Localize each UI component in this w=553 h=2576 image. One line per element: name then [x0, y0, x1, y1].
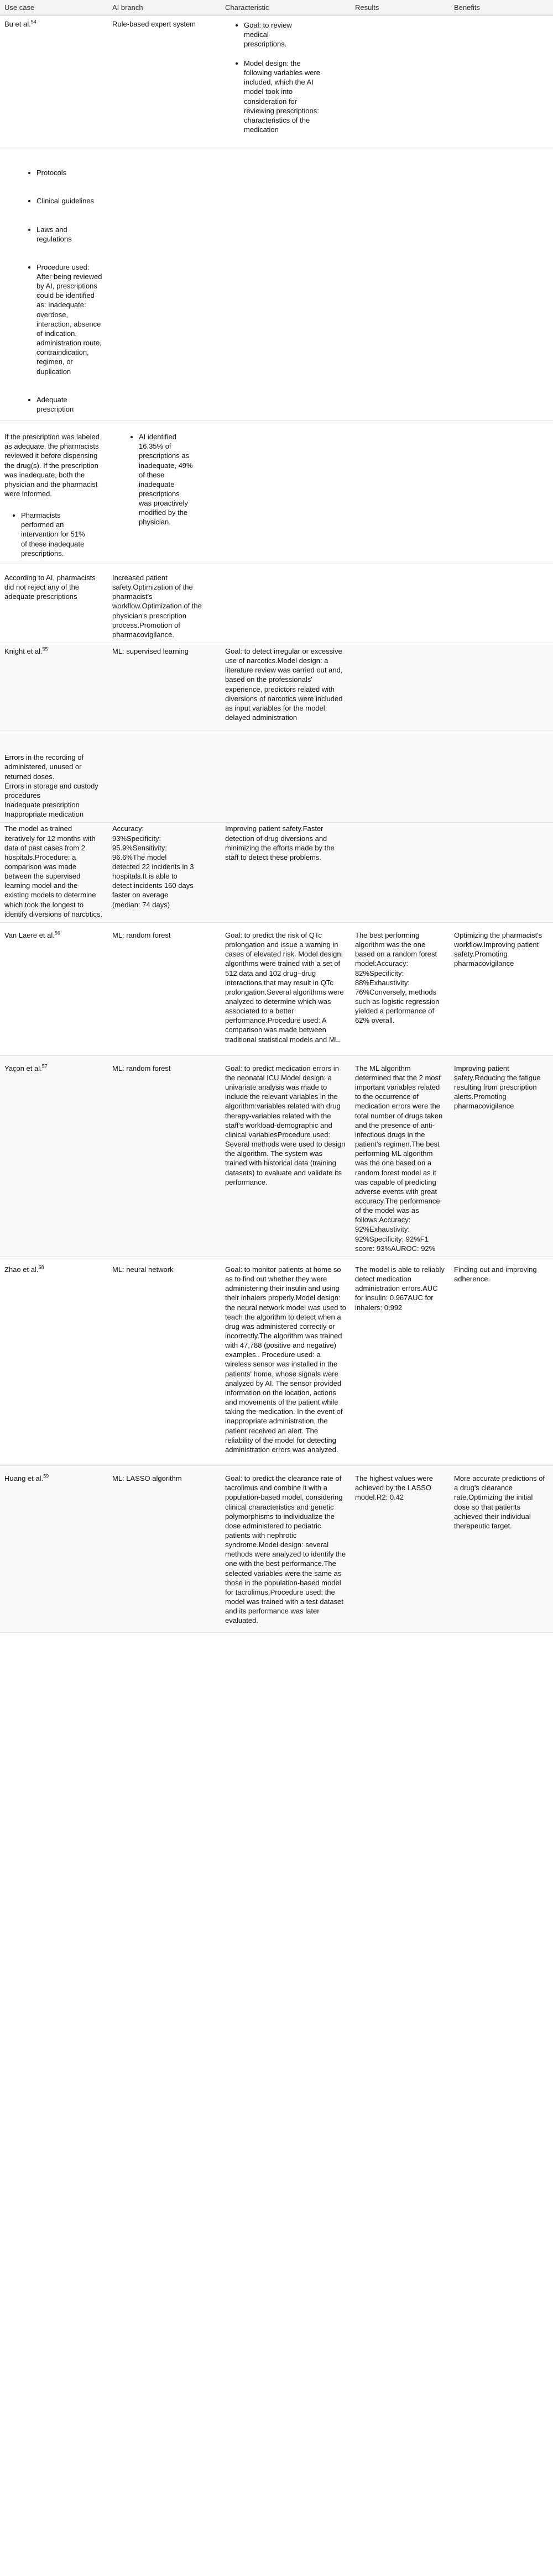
header-characteristic: Characteristic: [221, 0, 351, 15]
list-item: • Protocols: [36, 168, 103, 177]
use-case-cell: [0, 730, 108, 823]
table-row: [0, 643, 553, 730]
study-name: Van Laere et al.: [4, 930, 55, 939]
study-name: Bu et al.: [4, 19, 31, 28]
list-item: • Laws and regulations: [36, 225, 103, 244]
error-item: Inadequate prescription: [4, 801, 80, 809]
table-row: [0, 421, 553, 564]
ai-branch-cell: ML: LASSO algorithm: [108, 1466, 221, 1633]
results-cell: [351, 15, 450, 149]
table-row: [0, 730, 553, 823]
header-use-case: Use case: [0, 0, 108, 15]
study-name: Yaçon et al.: [4, 1064, 42, 1073]
use-case-cell: [0, 1257, 108, 1465]
list-item: • Pharmacists performed an intervention for 51% of these inadequate prescriptions.: [21, 511, 103, 558]
table-row: [0, 922, 553, 1055]
list-item: • Model design: the following variables were included, which the AI model took into consideration for reviewing prescriptions: characteristics of the medication: [244, 59, 346, 134]
benefits-cell: Optimizing the pharmacist's workflow.Improving patient safety.Promoting pharmacovigilance: [450, 922, 553, 1055]
use-case-cell: [0, 421, 108, 564]
characteristic-cell: Goal: to detect irregular or excessive use of narcotics.Model design: a literature review was carried out and, based on the professionals' experience, predictors related with diversions of narcotics were included as input variables for the model: delayed administration: [221, 643, 351, 730]
reference-link[interactable]: 57: [41, 1063, 48, 1069]
characteristic-cell: Goal: to monitor patients at home so as to find out whether they were administering their insulin and using their inhalers properly.Model design: the neural network model was used to teach the algorithm to detect when a drug was administered correctly or incorrectly.The algorithm was trained with 47,788 (positive and negative) examples.. Procedure used: a wireless sensor was installed in the patients' home, whose signals were analyzed by AI. The sensor provided information on the location, actions and movements of the patient while taking the medication. In the event of inappropriate administration, the patient received an alert. The reliability of the model for detecting administration errors was analyzed.: [221, 1257, 351, 1465]
characteristic-cell: Goal: to predict medication errors in the neonatal ICU.Model design: a univariate analysis was made to include the relevant variables in the algorithm:variables related with drug therapy-variables related with the staff's workload-demographic and clinical variablesProcedure used: Several methods were used to design the algorithm. The system was trained with historical data (training datasets) to evaluate and validate its performance.: [221, 1055, 351, 1257]
list-item: • Clinical guidelines: [36, 196, 103, 206]
header-results: Results: [351, 0, 450, 15]
procedure-text: If the prescription was labeled as adequate, the pharmacists reviewed it before dispensing the drug(s). If the prescription was inadequate, both the physician and the pharmacist were informed.: [4, 433, 100, 498]
ai-branch-cell: ML: neural network: [108, 1257, 221, 1465]
use-case-cell: [0, 1055, 108, 1257]
error-item: Inappropriate medication: [4, 810, 84, 819]
header-ai-branch: AI branch: [108, 0, 221, 15]
study-name: Knight et al.: [4, 647, 43, 655]
benefits-cell: More accurate predictions of a drug's clearance rate.Optimizing the initial dose so that patients achieved their individual therapeutic target.: [450, 1466, 553, 1633]
error-item: Errors in storage and custody procedures: [4, 781, 98, 800]
table-row: [0, 1055, 553, 1257]
reference-link[interactable]: 58: [38, 1264, 44, 1270]
use-case-cell: The model as trained iteratively for 12 months with data of past cases from 2 hospitals.Procedure: a comparison was made between the supervised learning model and the existing models to determine which took the longest to identify diversions of narcotics.: [0, 823, 108, 923]
ai-branch-cell: [108, 421, 221, 564]
use-case-cell: According to AI, pharmacists did not reject any of the adequate prescriptions: [0, 564, 108, 643]
use-case-cell: [0, 922, 108, 1055]
ai-branch-cell: ML: random forest: [108, 1055, 221, 1257]
characteristic-cell: Goal: to predict the clearance rate of tacrolimus and combine it with a population-based model, considering clinical characteristics and genetic polymorphisms to individualize the dose administered to pediatric patients with nephrotic syndrome.Model design: several methods were analyzed to identify the one with the best performance.The selected variables were the same as those in the population-based model for tacrolimus.Procedure used: the model was trained with a test dataset and its performance was later evaluated.: [221, 1466, 351, 1633]
characteristic-cell: Improving patient safety.Faster detection of drug diversions and minimizing the efforts made by the staff to detect these problems.: [221, 823, 351, 923]
reference-link[interactable]: 55: [42, 646, 48, 652]
ai-branch-cell: ML: random forest: [108, 922, 221, 1055]
results-cell: The ML algorithm determined that the 2 most important variables related to the occurrence of medication errors were the total number of drugs taken and the presence of anti-infectious drugs in the patient's regimen.The best performing ML algorithm was the one based on a random forest model as it was capable of predicting adverse events with great accuracy.The performance of the model was as follows:Accuracy: 92%Exhaustivity: 92%Specificity: 92%F1 score: 93%AUROC: 92%: [351, 1055, 450, 1257]
table-row: [0, 564, 553, 643]
use-case-cell: [0, 1466, 108, 1633]
header-benefits: Benefits: [450, 0, 553, 15]
table-header-row: [0, 0, 553, 15]
list-item: • Procedure used: After being reviewed by AI, prescriptions could be identified as: Inadequate: overdose, interaction, absence of indication, administration route, contraindication, regimen, or duplication: [36, 262, 103, 376]
results-cell: The highest values were achieved by the LASSO model.R2: 0.42: [351, 1466, 450, 1633]
benefits-cell: Improving patient safety.Reducing the fatigue resulting from prescription alerts.Promoting pharmacovigilance: [450, 1055, 553, 1257]
use-case-cell: [0, 149, 108, 421]
table-row: [0, 15, 553, 149]
results-cell: The best performing algorithm was the one based on a random forest model:Accuracy: 82%Specificity: 88%Exhaustivity: 76%Conversely, methods such as logistic regression yielded a performance of 62% overall.: [351, 922, 450, 1055]
use-case-cell: [0, 643, 108, 730]
ai-branch-cell: Accuracy: 93%Specificity: 95.9%Sensitivity: 96.6%The model detected 22 incidents in 3 hospitals.It is able to detect incidents 160 days faster on average (median: 74 days): [108, 823, 221, 923]
characteristic-cell: Goal: to predict the risk of QTc prolongation and issue a warning in cases of elevated risk. Model design: algorithms were trained with a set of 512 data and 102 drug–drug interactions that may result in QTc prolongation.Several algorithms were analyzed to determine which was associated to a better performance.Procedure used: A comparison was made between traditional statistical models and ML.: [221, 922, 351, 1055]
use-case-cell: [0, 15, 108, 149]
reference-link[interactable]: 56: [54, 930, 60, 936]
ai-branch-cell: Increased patient safety.Optimization of the pharmacist's workflow.Optimization of the physician's prescription process.Promotion of pharmacovigilance.: [108, 564, 221, 643]
list-item: • AI identified 16.35% of prescriptions as inadequate, 49% of these inadequate prescriptions was proactively modified by the physician.: [139, 432, 216, 527]
table-row: [0, 823, 553, 923]
table-row: [0, 1257, 553, 1465]
list-item: • Adequate prescription: [36, 395, 103, 414]
reference-link[interactable]: 54: [30, 19, 36, 25]
results-cell: The model is able to reliably detect medication administration errors.AUC for insulin: 0.967AUC for inhalers: 0,992: [351, 1257, 450, 1465]
reference-link[interactable]: 59: [43, 1473, 49, 1479]
study-name: Huang et al.: [4, 1474, 44, 1483]
error-item: Errors in the recording of administered, unused or returned doses.: [4, 753, 84, 781]
ai-branch-cell: ML: supervised learning: [108, 643, 221, 730]
characteristic-cell: [221, 15, 351, 149]
benefits-cell: [450, 15, 553, 149]
benefits-cell: Finding out and improving adherence.: [450, 1257, 553, 1465]
study-name: Zhao et al.: [4, 1265, 39, 1274]
list-item: • Goal: to review medical prescriptions.: [244, 20, 346, 49]
table-row: [0, 149, 553, 421]
ai-branch-cell: Rule-based expert system: [108, 15, 221, 149]
table-row: [0, 1466, 553, 1633]
